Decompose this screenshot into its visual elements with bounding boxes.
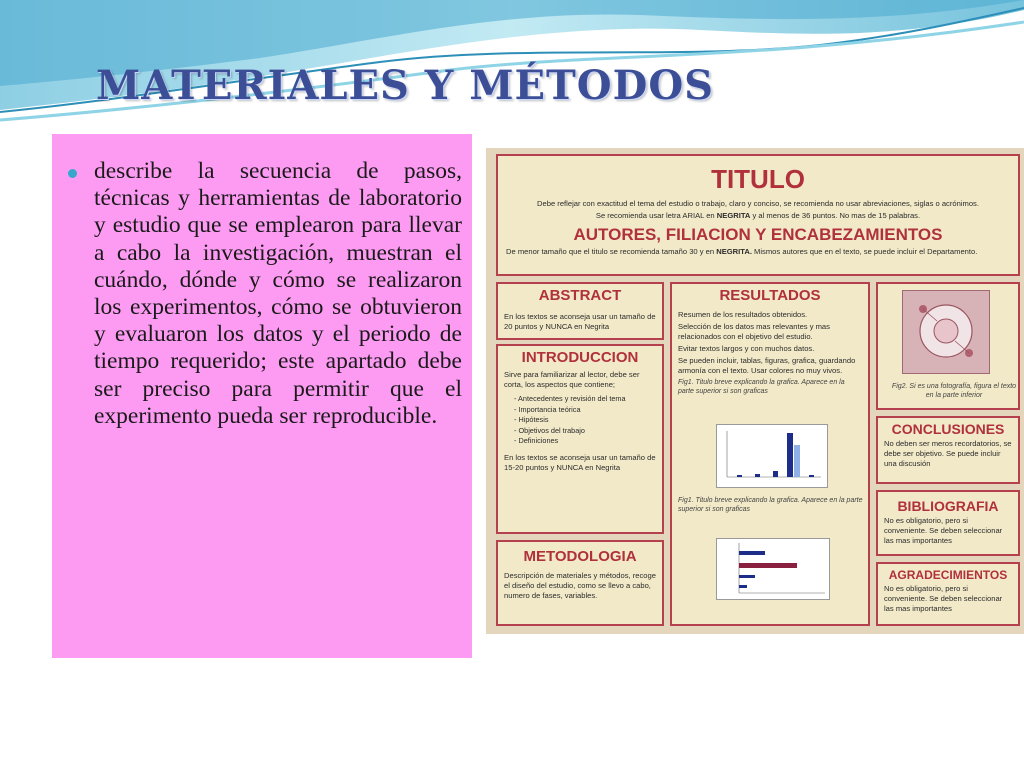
titulo-text-2-bold: NEGRITA (716, 211, 751, 220)
autores-text-bold: NEGRITA. (716, 247, 752, 256)
resultados-fig1-caption: Fig1. Titulo breve explicando la grafica. Aparece en la parte superior si son graficas (678, 379, 845, 395)
content-box (52, 134, 472, 658)
poster-image (486, 148, 1024, 634)
slide-title: MATERIALES Y MÉTODOS (96, 62, 715, 109)
bibliografia-text: No es obligatorio, pero si conveniente. Se deben seleccionar las mas importantes (884, 516, 1003, 545)
metodologia-text: Descripción de materiales y métodos, recoge el diseño del estudio, como se llevo a cabo, numero de fases, variables. (504, 571, 656, 600)
resultados-text-4: Se pueden incluir, tablas, figuras, grafica, guardando armonía con el texto. Usar colores no muy vivos. (678, 356, 856, 375)
poster-agradecimientos-panel (876, 562, 1020, 626)
poster-bibliografia-panel (876, 490, 1020, 556)
autores-heading: AUTORES, FILIACION Y ENCABEZAMIENTOS (573, 225, 943, 244)
poster-introduccion-panel (496, 344, 664, 534)
body-paragraph: describe la secuencia de pasos, técnicas y herramientas de laboratorio y estudio que se emplearon para llevar a cabo la investigación, muestran el cuándo, dónde y cómo se realizaron los experimentos, cómo se obtuvieron y evaluaron los datos y el periodo de tiempo requerido; este apartado debe ser preciso para permitir que el experimento pueda ser reproducible. (94, 158, 462, 429)
autores-text-post: Mismos autores que en el texto, se puede incluir el Departamento. (751, 247, 978, 256)
bar-chart-figure (716, 424, 828, 488)
titulo-heading: TITULO (711, 164, 805, 194)
titulo-text-2-post: y al menos de 36 puntos. No mas de 15 palabras. (750, 211, 921, 220)
titulo-text-2 (504, 211, 1012, 221)
abstract-heading: ABSTRACT (538, 287, 622, 304)
hbar-chart-figure (716, 538, 830, 600)
conclusiones-text: No deben ser meros recordatorios, se debe ser objetivo. Se puede incluir una discusión (884, 439, 1012, 468)
conclusiones-heading: CONCLUSIONES (891, 421, 1005, 437)
introduccion-item-1: - Antecedentes y revisión del tema (514, 394, 626, 403)
titulo-text-1: Debe reflejar con exactitud el tema del estudio o trabajo, claro y conciso, se recomienda no usar abreviaciones, siglas o acrónimos. (537, 199, 979, 208)
poster-metodologia-panel (496, 540, 664, 626)
poster-abstract-panel (496, 282, 664, 340)
metodologia-heading: METODOLOGIA (523, 548, 637, 565)
agradecimientos-text: No es obligatorio, pero si conveniente. Se deben seleccionar las mas importantes (884, 584, 1003, 613)
photo-figure (902, 290, 990, 374)
poster-figure-panel (876, 282, 1020, 410)
poster-resultados-panel (670, 282, 870, 626)
introduccion-item-4: - Objetivos del trabajo (514, 425, 585, 435)
poster-titulo-panel (496, 154, 1020, 276)
resultados-fig2-caption: Fig1. Titulo breve explicando la grafica. Aparece en la parte superior si son graficas (678, 497, 863, 513)
bibliografia-heading: BIBLIOGRAFIA (897, 498, 999, 514)
resultados-heading: RESULTADOS (719, 287, 821, 304)
resultados-text-1: Resumen de los resultados obtenidos. (678, 310, 808, 319)
introduccion-text: Sirve para familiarizar al lector, debe ser corta, los aspectos que contiene; (504, 370, 640, 389)
abstract-text: En los textos se aconseja usar un tamaño de 20 puntos y NUNCA en Negrita (504, 312, 656, 331)
introduccion-heading: INTRODUCCION (521, 349, 639, 366)
autores-text-pre: De menor tamaño que el titulo se recomienda tamaño 30 y en (506, 247, 717, 256)
resultados-text-2: Selección de los datos mas relevantes y mas relacionados con el objetivo del estudio. (678, 322, 830, 341)
introduccion-item-3: - Hipótesis (514, 415, 549, 424)
resultados-text-3: Evitar textos largos y con muchos datos. (678, 344, 815, 353)
introduccion-item-5: - Definiciones (514, 436, 559, 445)
introduccion-item-2: - Importancia teórica (514, 404, 581, 414)
figure-panel-caption: Fig2. Si es una fotografía, figura el texto en la parte inferior (891, 383, 1017, 399)
bullet-icon (68, 169, 77, 178)
titulo-text-2-pre: Se recomienda usar letra ARIAL en (595, 211, 717, 220)
autores-text (506, 247, 1012, 257)
poster-conclusiones-panel (876, 416, 1020, 484)
agradecimientos-heading: AGRADECIMIENTOS (888, 568, 1008, 582)
introduccion-footer: En los textos se aconseja usar un tamaño de 15-20 puntos y NUNCA en Negrita (504, 452, 656, 472)
